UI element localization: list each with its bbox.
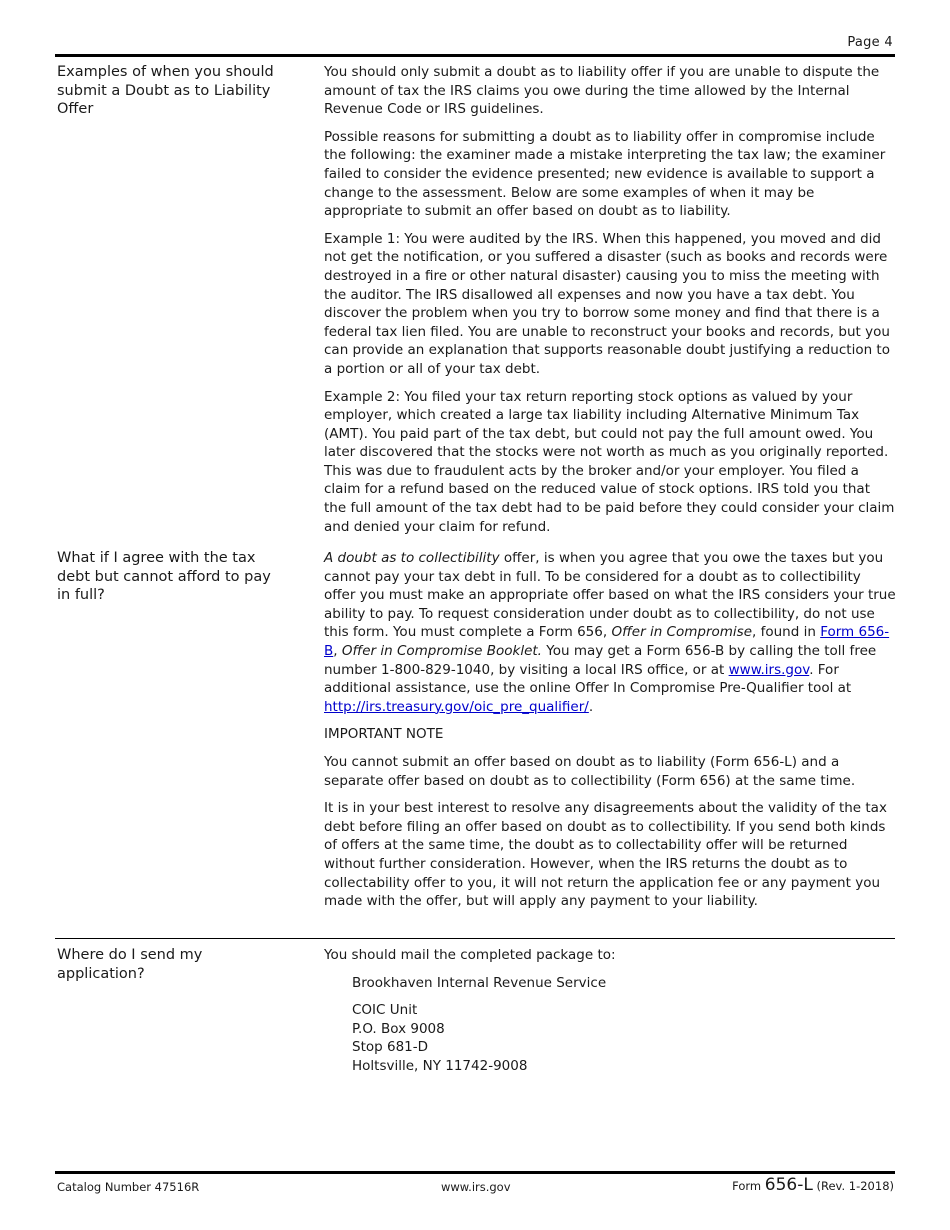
form-656b-link[interactable]: Form 656-B — [324, 624, 890, 659]
top-rule — [55, 54, 895, 57]
paragraph: You cannot submit an offer based on doubt as to liability (Form 656-L) and a separate offer based on doubt as to collectibility (Form 656) at the same time. — [324, 753, 856, 789]
question-heading: What if I agree with the tax debt but cannot afford to pay in full? — [57, 550, 271, 603]
address-block — [352, 1001, 896, 1075]
text-run: . For additional assistance, use the online Offer In Compromise Pre-Qualifier tool at — [324, 661, 852, 697]
page-number: Page 4 — [847, 35, 893, 50]
form-prefix: Form — [732, 1179, 762, 1193]
form-number: 656-L — [764, 1175, 813, 1195]
form-revision: (Rev. 1-2018) — [816, 1179, 894, 1193]
catalog-number: Catalog Number 47516R — [57, 1180, 200, 1194]
answer-body — [324, 63, 896, 545]
paragraph: It is in your best interest to resolve any disagreements about the validity of the tax debt before filing an offer based on doubt as to collectibility. If you send both kinds of offers at the same time, the doubt as to collectability offer will be returned without further consideration. However, when the IRS returns the doubt as to collectability offer to you, it will not return the application fee or any payment you made with the offer, but will apply any payment to your liability. — [324, 800, 887, 910]
address-line: Holtsville, NY 11742-9008 — [352, 1057, 528, 1074]
paragraph — [324, 549, 896, 716]
mailing-address — [324, 974, 896, 1076]
italic-title: Offer in Compromise Booklet. — [341, 642, 542, 659]
footer-rule — [55, 1171, 895, 1174]
paragraph: You should only submit a doubt as to liability offer if you are unable to dispute the amount of tax the IRS claims you owe during the time allowed by the Internal Revenue Code or IRS guidelines. — [324, 64, 880, 118]
question-heading: Where do I send my application? — [57, 947, 203, 982]
paragraph: Example 2: You filed your tax return reporting stock options as valued by your employer, which created a large tax liability including Alternative Minimum Tax (AMT). You paid part of the tax debt, but could not pay the full amount owed. You later discovered that the stocks were not worth as much as you originally reported. This was due to fraudulent acts by the broker and/or your employer. You filed a claim for a refund based on the reduced value of stock options. IRS told you that the full amount of the tax debt had to be paid before they could consider your claim and denied your claim for refund. — [324, 388, 895, 535]
address-line: COIC Unit — [352, 1002, 418, 1019]
address-line: Brookhaven Internal Revenue Service — [352, 974, 607, 991]
paragraph: Example 1: You were audited by the IRS. When this happened, you moved and did not get the notification, or you suffered a disaster (such as books and records were destroyed in a fire or other natural disaster) causing you to miss the meeting with the auditor. The IRS disallowed all expenses and now you have a tax debt. You discover the problem when you try to borrow some money and find that there is a federal tax lien filed. You are unable to reconstruct your books and records, but you can provide an explanation that supports reasonable doubt justifying a reduction to a portion or all of your tax debt. — [324, 230, 890, 377]
italic-term: A doubt as to collectibility — [324, 550, 500, 566]
pre-qualifier-link[interactable]: http://irs.treasury.gov/oic_pre_qualifier/ — [324, 698, 589, 715]
paragraph: Possible reasons for submitting a doubt as to liability offer in compromise include the following: the examiner made a mistake interpreting the tax law; the examiner failed to consider the evidence presented; new evidence is available to support a change to the assessment. Below are some examples of when it may be appropriate to submit an offer based on doubt as to liability. — [324, 128, 886, 220]
paragraph: You should mail the completed package to: — [324, 947, 616, 963]
important-note-heading: IMPORTANT NOTE — [324, 726, 444, 743]
text-run: , — [333, 642, 342, 659]
irs-website-link[interactable]: www.irs.gov — [728, 661, 810, 678]
answer-body — [324, 946, 896, 1085]
text-run: offer, is when you agree that you owe the taxes but you cannot pay your tax debt in full. To be considered for a doubt as to collectibility offer you must make an appropriate offer based on what the IRS considers your true ability to pay. To request consideration under doubt as to collectibility, do not use this form. You must complete a Form 656, — [324, 550, 896, 641]
text-run: You may get a Form 656-B by calling the toll free number 1-800-829-1040, by visiting a local IRS office, or at — [324, 642, 877, 678]
text-run: , found in — [752, 624, 821, 641]
address-line: P.O. Box 9008 — [352, 1020, 445, 1037]
italic-title: Offer in Compromise — [611, 624, 753, 641]
section-divider — [55, 938, 895, 939]
footer-website: www.irs.gov — [441, 1180, 511, 1194]
address-line: Stop 681-D — [352, 1039, 429, 1056]
form-identifier — [732, 1175, 894, 1195]
answer-body — [324, 549, 896, 920]
text-run: . — [588, 698, 594, 715]
question-heading: Examples of when you should submit a Doubt as to Liability Offer — [57, 64, 274, 117]
